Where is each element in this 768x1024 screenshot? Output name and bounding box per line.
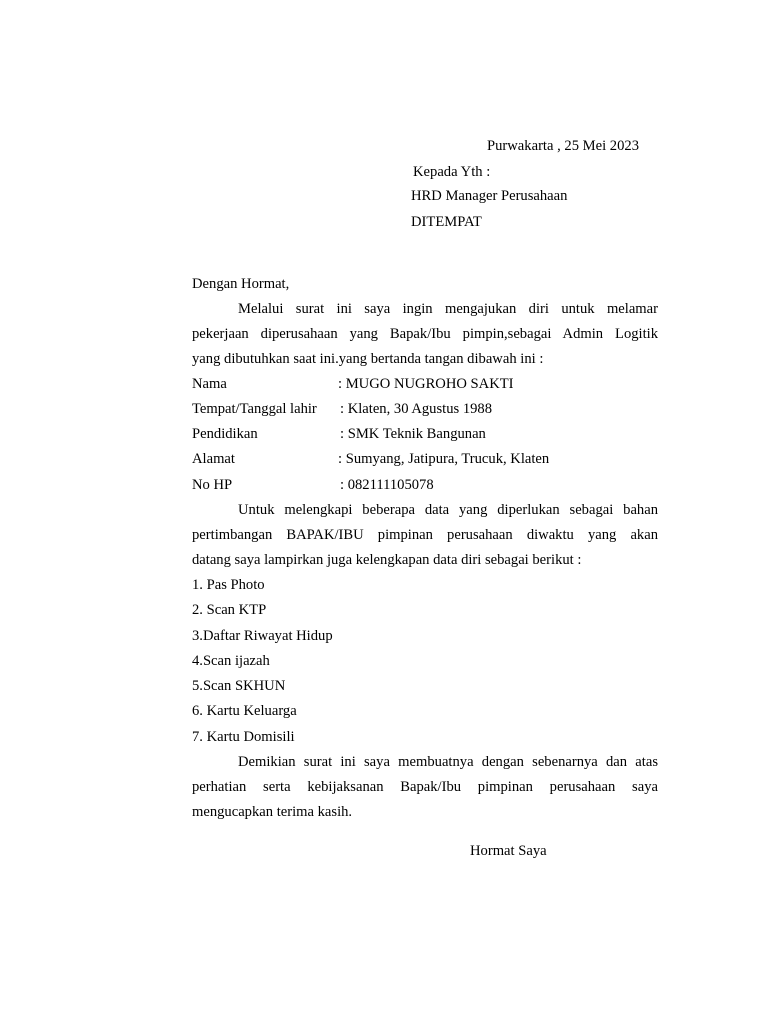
paragraph-line: yang dibutuhkan saat ini.yang bertanda tangan dibawah ini : [192, 351, 544, 367]
recipient-line: HRD Manager Perusahaan [411, 188, 568, 204]
paragraph-line: pertimbangan BAPAK/IBU pimpinan perusahaan diwaktu yang akan [192, 527, 658, 543]
field-value: : MUGO NUGROHO SAKTI [338, 376, 514, 392]
field-value: : SMK Teknik Bangunan [340, 426, 486, 442]
paragraph-line: Untuk melengkapi beberapa data yang diperlukan sebagai bahan [238, 502, 658, 518]
attachment-item: 7. Kartu Domisili [192, 729, 295, 745]
date-line: Purwakarta , 25 Mei 2023 [487, 138, 639, 154]
signoff: Hormat Saya [470, 843, 547, 859]
attachment-item: 1. Pas Photo [192, 577, 265, 593]
field-label: No HP [192, 477, 233, 493]
paragraph-line: Demikian surat ini saya membuatnya dengan sebenarnya dan atas [238, 754, 658, 770]
paragraph-line: mengucapkan terima kasih. [192, 804, 353, 820]
field-value: : Klaten, 30 Agustus 1988 [340, 401, 493, 417]
field-label: Tempat/Tanggal lahir [192, 401, 317, 417]
salutation: Dengan Hormat, [192, 276, 290, 292]
recipient-line: Kepada Yth : [413, 164, 491, 180]
paragraph-line: Melalui surat ini saya ingin mengajukan diri untuk melamar [238, 301, 658, 317]
attachment-item: 4.Scan ijazah [192, 653, 270, 669]
field-label: Nama [192, 376, 227, 392]
field-label: Alamat [192, 451, 235, 467]
field-value: : 082111105078 [340, 477, 434, 493]
attachment-item: 3.Daftar Riwayat Hidup [192, 628, 333, 644]
paragraph-line: pekerjaan diperusahaan yang Bapak/Ibu pimpin,sebagai Admin Logitik [192, 326, 658, 342]
recipient-line: DITEMPAT [411, 214, 482, 230]
attachment-item: 6. Kartu Keluarga [192, 703, 297, 719]
field-label: Pendidikan [192, 426, 258, 442]
attachment-item: 5.Scan SKHUN [192, 678, 286, 694]
paragraph-line: perhatian serta kebijaksanan Bapak/Ibu pimpinan perusahaan saya [192, 779, 658, 795]
paragraph-line: datang saya lampirkan juga kelengkapan data diri sebagai berikut : [192, 552, 582, 568]
attachment-item: 2. Scan KTP [192, 602, 267, 618]
field-value: : Sumyang, Jatipura, Trucuk, Klaten [338, 451, 550, 467]
